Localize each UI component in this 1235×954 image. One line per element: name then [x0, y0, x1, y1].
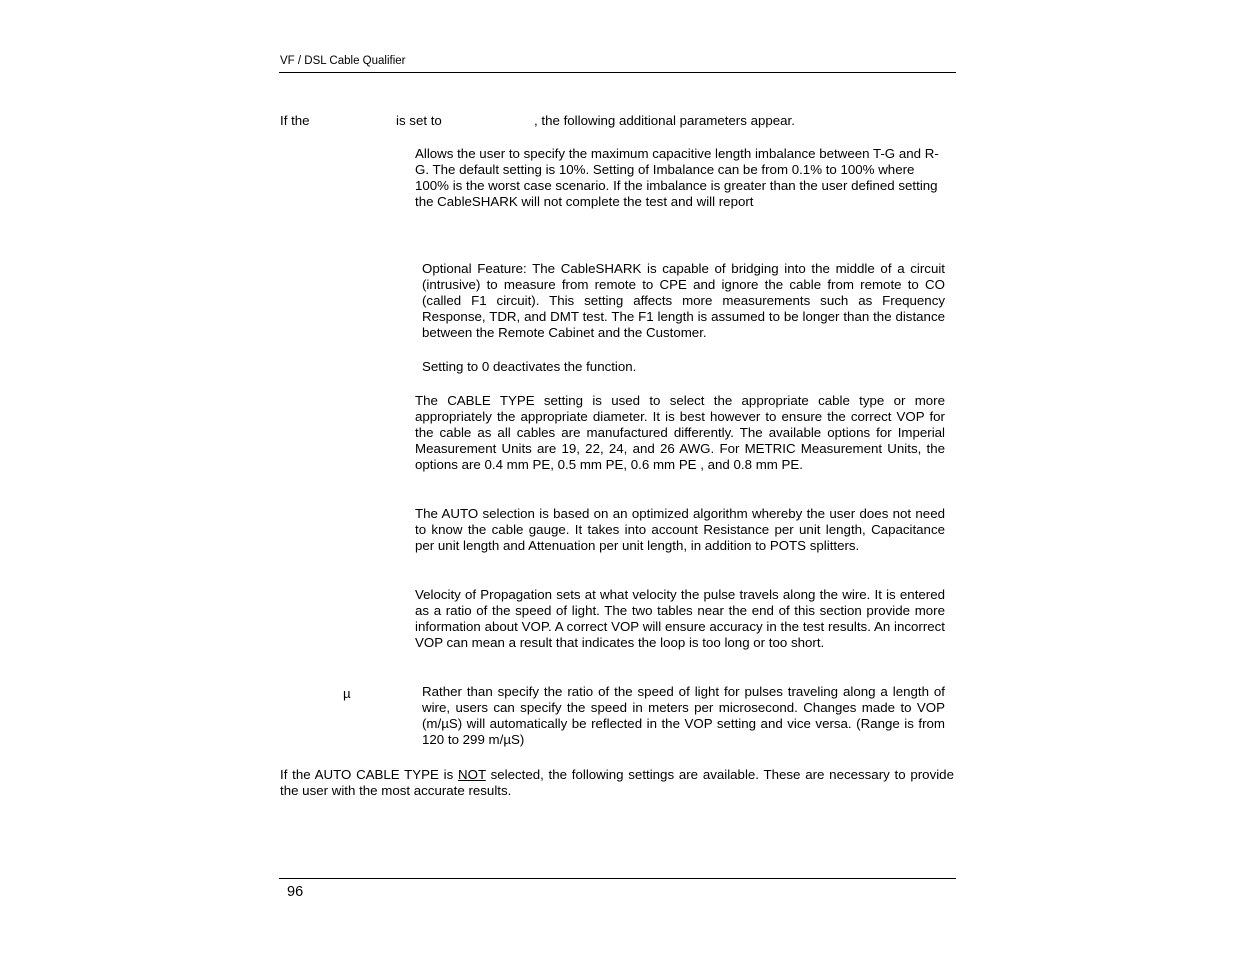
imbalance-description: Allows the user to specify the maximum capacitive length imbalance between T-G and R-G. The default setting is 10%. Setting of Imbalance can be from 0.1% to 100% where 100% is the worst case scenario. If the imbalance is greater than the user defined setting the CableSHARK will not complete the test and will report	[415, 146, 939, 210]
intro-text-2: is set to	[396, 113, 442, 128]
not-auto-pre: If the AUTO CABLE TYPE is	[280, 767, 454, 782]
f1-zero-note: Setting to 0 deactivates the function.	[422, 359, 637, 374]
intro-line	[0, 113, 1235, 131]
mu-symbol-label: µ	[343, 686, 351, 701]
running-header: VF / DSL Cable Qualifier	[280, 55, 406, 67]
not-auto-post: selected, the following settings are available. These are necessary to provide the user with the most accurate results.	[280, 767, 954, 799]
intro-text-3: , the following additional parameters appear.	[534, 113, 795, 128]
page-number: 96	[287, 884, 304, 900]
f1-optional-description: Optional Feature: The CableSHARK is capable of bridging into the middle of a circuit (intrusive) to measure from remote to CPE and ignore the cable from remote to CO (called F1 circuit). This setting affects more measurements such as Frequency Response, TDR, and DMT test. The F1 length is assumed to be longer than the distance between the Remote Cabinet and the Customer.	[422, 261, 945, 341]
intro-text-1: If the	[280, 113, 310, 128]
header-rule	[279, 72, 956, 73]
footer-rule	[279, 878, 956, 879]
cable-type-description: The CABLE TYPE setting is used to select the appropriate cable type or more appropriately the appropriate diameter. It is best however to ensure the correct VOP for the cable as all cables are manufactured differently. The available options for Imperial Measurement Units are 19, 22, 24, and 26 AWG. For METRIC Measurement Units, the options are 0.4 mm PE, 0.5 mm PE, 0.6 mm PE , and 0.8 mm PE.	[415, 393, 945, 473]
vop-m-description: Rather than specify the ratio of the speed of light for pulses traveling along a length of wire, users can specify the speed in meters per microsecond. Changes made to VOP (m/µS) will automatically be reflected in the VOP setting and vice versa. (Range is from 120 to 299 m/µS)	[422, 684, 945, 748]
auto-description: The AUTO selection is based on an optimized algorithm whereby the user does not need to know the cable gauge. It takes into account Resistance per unit length, Capacitance per unit length and Attenuation per unit length, in addition to POTS splitters.	[415, 506, 945, 554]
not-emphasis: NOT	[458, 767, 486, 782]
vop-description: Velocity of Propagation sets at what velocity the pulse travels along the wire. It is entered as a ratio of the speed of light. The two tables near the end of this section provide more information about VOP. A correct VOP will ensure accuracy in the test results. An incorrect VOP can mean a result that indicates the loop is too long or too short.	[415, 587, 945, 651]
not-auto-paragraph	[280, 767, 954, 799]
